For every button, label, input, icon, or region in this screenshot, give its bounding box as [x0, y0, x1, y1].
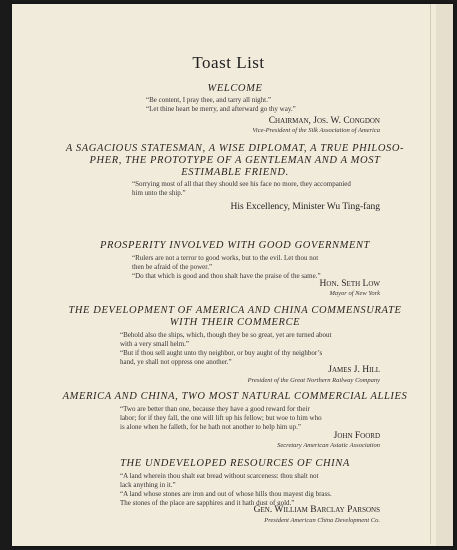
quote-line: hand, ye shall not oppress one another.”: [120, 358, 232, 366]
toast-quote-development: [120, 331, 332, 367]
toast-heading-statesman: [50, 143, 420, 179]
quote-line: lack anything in it.”: [120, 481, 176, 489]
toast-quote-statesman: [132, 180, 351, 198]
page-title: Toast List: [192, 53, 265, 72]
toast-role-welcome: Vice-President of the Silk Association of America: [252, 127, 380, 134]
quote-line: “Sorrying most of all that they should see his face no more, they accompanied: [132, 180, 351, 188]
quote-line: “Do that which is good and thou shalt have the praise of the same.”: [132, 272, 321, 280]
toast-speaker-development: James J. Hill: [328, 365, 380, 375]
toast-quote-allies: [120, 405, 322, 432]
toast-quote-welcome: [146, 96, 296, 114]
toast-quote-prosperity: [132, 254, 321, 281]
toast-heading-allies: [55, 391, 415, 403]
toast-heading-resources: [70, 458, 400, 470]
toast-role-prosperity: Mayor of New York: [329, 290, 380, 297]
quote-line: “A land whose stones are iron and out of whose hills thou mayest dig brass.: [120, 490, 332, 498]
quote-line: “Rulers are not a terror to good works, but to the evil. Let thou not: [132, 254, 319, 262]
heading-line: PROSPERITY INVOLVED WITH GOOD GOVERNMENT: [99, 240, 371, 251]
toast-role-allies: Secretary American Asiatic Association: [277, 442, 380, 449]
toast-heading-prosperity: [70, 240, 400, 252]
quote-line: “Let thine heart be merry, and afterward go thy way.”: [146, 105, 296, 113]
heading-line: ESTIMABLE FRIEND.: [181, 167, 289, 178]
toast-role-development: President of the Great Northern Railway Company: [247, 377, 380, 384]
heading-line: THE DEVELOPMENT OF AMERICA AND CHINA COMMENSURATE: [68, 305, 402, 316]
toast-heading-welcome: [70, 83, 400, 95]
quote-line: “But if thou sell aught unto thy neighbor, or buy aught of thy neighbor’s: [120, 349, 323, 357]
quote-line: “A land wherein thou shalt eat bread without scarceness: thou shalt not: [120, 472, 319, 480]
heading-line: WITH THEIR COMMERCE: [169, 317, 301, 328]
toast-speaker-statesman: His Excellency, Minister Wu Ting-fang: [230, 202, 380, 212]
toast-speaker-resources: Gen. William Barclay Parsons: [253, 505, 380, 515]
quote-line: The stones of the place are sapphires and it hath dust of gold.”: [120, 499, 295, 507]
toast-speaker-prosperity: Hon. Seth Low: [319, 279, 380, 289]
quote-line: is alone when he falleth, for he hath not another to help him up.”: [120, 423, 301, 431]
toast-speaker-allies: John Foord: [333, 431, 380, 441]
quote-line: “Behold also the ships, which, though they be so great, yet are turned about: [120, 331, 332, 339]
heading-line: A SAGACIOUS STATESMAN, A WISE DIPLOMAT, A TRUE PHILOSO-: [65, 143, 405, 154]
toast-quote-resources: [120, 472, 332, 508]
heading-line: AMERICA AND CHINA, TWO MOST NATURAL COMMERCIAL ALLIES: [62, 391, 408, 402]
toast-role-resources: President American China Development Co.: [264, 517, 380, 524]
quote-line: then be afraid of the power.”: [132, 263, 213, 271]
quote-line: him unto the ship.”: [132, 189, 186, 197]
heading-line: WELCOME: [207, 83, 263, 94]
quote-line: with a very small helm.”: [120, 340, 190, 348]
heading-line: PHER, THE PROTOTYPE OF A GENTLEMAN AND A MOST: [89, 155, 381, 166]
quote-line: “Be content, I pray thee, and tarry all night.”: [146, 96, 271, 104]
quote-line: “Two are better than one, because they have a good reward for their: [120, 405, 310, 413]
quote-line: labor; for if they fall, the one will lift up his fellow; but woe to him who: [120, 414, 322, 422]
heading-line: THE UNDEVELOPED RESOURCES OF CHINA: [120, 458, 350, 469]
toast-heading-development: [55, 305, 415, 329]
toast-speaker-welcome: Chairman, Jos. W. Congdon: [268, 116, 380, 126]
